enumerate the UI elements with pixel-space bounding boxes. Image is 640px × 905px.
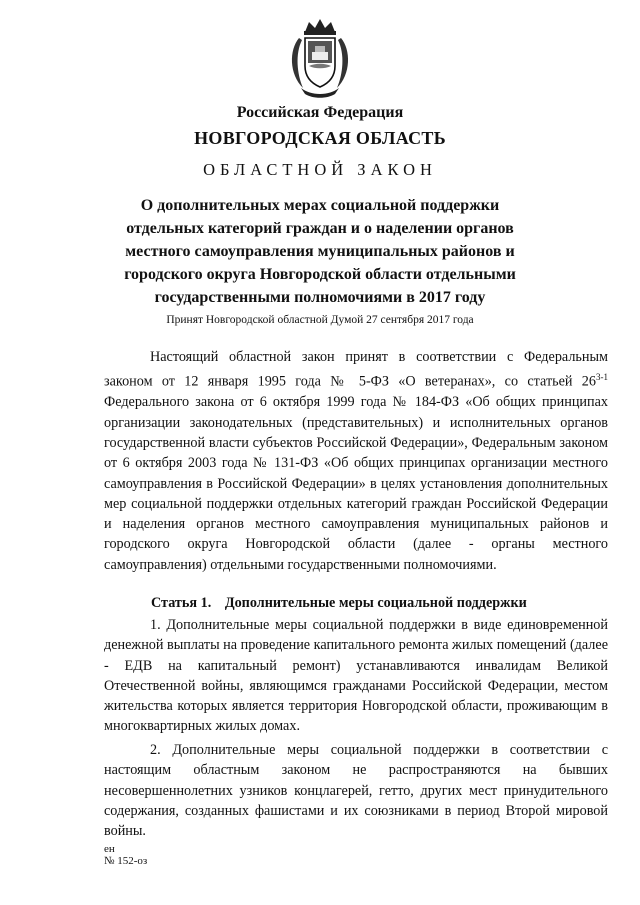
region-heading: НОВГОРОДСКАЯ ОБЛАСТЬ [194, 128, 446, 148]
article-number: Статья 1. [151, 595, 212, 611]
adoption-line: Принят Новгородской областной Думой 27 сентября 2017 года [166, 314, 474, 326]
article-1-paragraph-1 [104, 615, 608, 737]
preamble-superscript: 3-1 [596, 372, 608, 383]
footer-initials: ен [104, 843, 115, 855]
preamble-text-start: Настоящий областной закон принят в соответствии с Федеральным законом от 12 января 1995 года № 5-ФЗ «О ветеранах», со статьей 26 [104, 349, 608, 391]
preamble-paragraph [104, 347, 608, 575]
footer-law-number: № 152-оз [104, 855, 148, 867]
footer-block [104, 843, 147, 867]
article-1-paragraph-2 [104, 740, 608, 841]
preamble-text-end: Федерального закона от 6 октября 1999 года № 184-ФЗ «Об общих принципах организации законодательных (представительных) и исполнительных органов государственной власти субъектов Российской Федерации», Федеральным законом от 6 октября 2003 года № 131-ФЗ «Об общих принципах организации местного самоуправления в Российской Федерации» в целях установления дополнительных мер социальной поддержки отдельных категорий граждан Российской Федерации и наделения органов местного самоуправления муниципальных районов и городского округа Новгородской области (далее - органы местного самоуправления) отдельными государственными полномочиями. [104, 394, 608, 573]
country-heading: Российская Федерация [236, 104, 404, 121]
paragraph-text: 1. Дополнительные меры социальной поддержки в виде единовременной денежной выплаты на проведение капитального ремонта жилых помещений (далее - ЕДВ на капитальный ремонт) устанавливаются инвалидам Великой Отечественной войны, являющимся гражданами Российской Федерации, местом жительства которых является территория Новгородской области, проживающим в многоквартирных жилых домах. [104, 617, 608, 735]
coat-of-arms-icon [285, 16, 355, 100]
law-title: О дополнительных мерах социальной поддержки отдельных категорий граждан и о наделении органов местного самоуправления муниципальных районов и городского округа Новгородской области отдельными государственными полномочиями в 2017 году [124, 197, 516, 306]
article-1-heading [151, 595, 527, 612]
paragraph-text: 2. Дополнительные меры социальной поддержки в соответствии с настоящим областным законом не распространяются на бывших несовершеннолетних узников концлагерей, гетто, других мест принудительного содержания, созданных фашистами и их союзниками в период Второй мировой войны. [104, 742, 608, 840]
article-title: Дополнительные меры социальной поддержки [224, 595, 527, 611]
law-type-heading: ОБЛАСТНОЙ ЗАКОН [203, 160, 437, 179]
